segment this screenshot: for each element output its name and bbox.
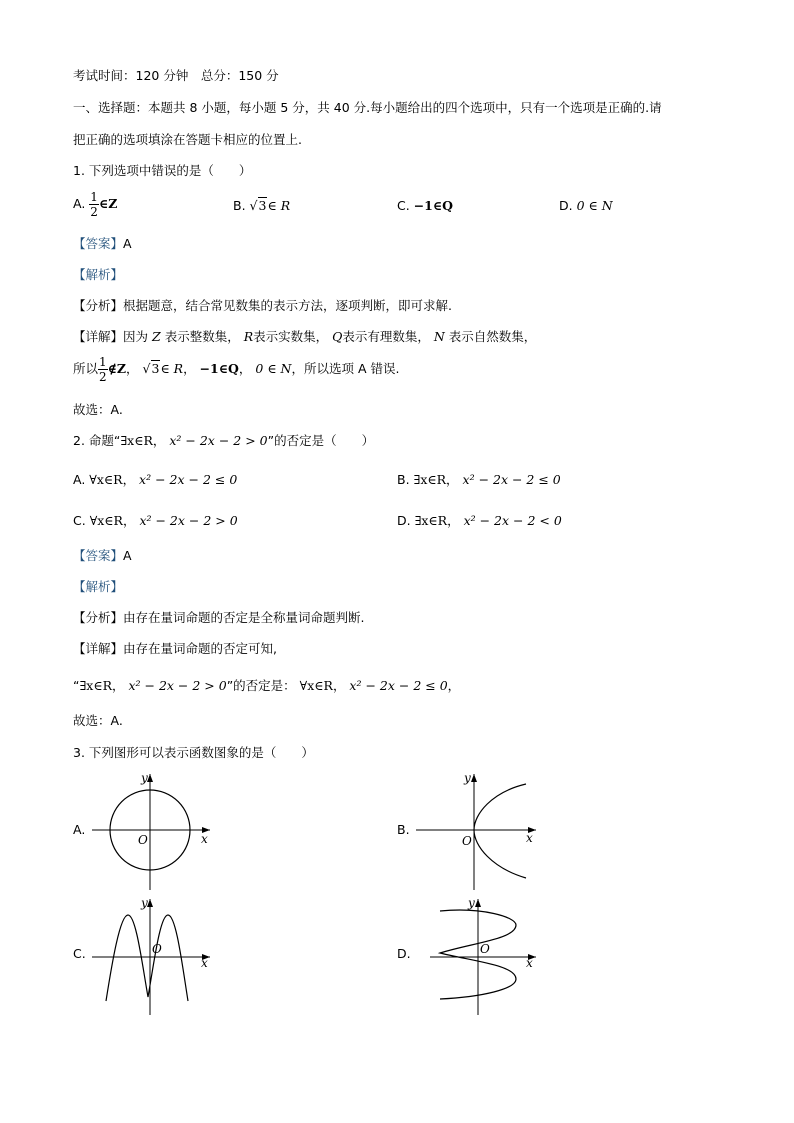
q2-answer-value: A (123, 548, 132, 563)
q1-fenxi (73, 296, 452, 314)
q1-n-sym: N (433, 329, 445, 344)
q3-d-axis-x: x (526, 956, 533, 970)
q2-stem-post: ”的否定是（ ） (267, 433, 375, 448)
q1-option-a (73, 190, 117, 219)
q1-conclusion-pre: 所以 (73, 361, 99, 376)
q3-graph-c (88, 893, 218, 1021)
q1-z-text: 表示整数集， (164, 329, 240, 344)
q2-xiangjie-text: 由存在量词命题的否定可知, (123, 641, 277, 656)
q2-line-forall: ∀x∈R (299, 678, 333, 693)
q1-option-d-text: 0 ∈ N (576, 198, 613, 213)
q1-fenxi-tag: 【分析】 (73, 298, 124, 313)
q1-z-sym: Z (152, 329, 161, 344)
q3-c-axis-y: y (141, 896, 148, 910)
q3-b-axis-x: x (526, 831, 533, 845)
q2-option-d: D. ∃x∈R， x² − 2x − 2 < 0 (397, 513, 562, 528)
q2-option-a-label: A. (73, 472, 86, 487)
q1-xiangjie-pre: 因为 (123, 329, 149, 344)
q1-q-sym: Q (332, 329, 343, 344)
q1-option-c-label: C. (397, 198, 410, 213)
q2-xiangjie (73, 639, 277, 657)
q1-conclusion-notin: ∉Z (107, 361, 127, 376)
q1-stem: 1. 下列选项中错误的是（ ） (73, 163, 252, 178)
q1-q-text: 表示有理数集， (342, 329, 430, 344)
q1-option-b (233, 198, 290, 213)
q3-option-b-label: B. (397, 822, 410, 837)
q3-a-origin: O (138, 833, 148, 847)
section-intro-line1: 一、选择题：本题共 8 小题，每小题 5 分，共 40 分.每小题给出的四个选项中，只有一个选项是正确的.请 (73, 100, 662, 115)
q1-xiangjie (73, 327, 536, 345)
q1-option-b-sqrt: √3 (249, 198, 267, 213)
q2-fenxi-text: 由存在量词命题的否定是全称量词命题判断. (123, 610, 365, 625)
q2-xiangjie-tag: 【详解】 (73, 641, 124, 656)
q2-stem: 2. 命题“∃x∈R， x² − 2x − 2 > 0”的否定是（ ） (73, 433, 375, 448)
q2-option-a-ineq: x² − 2x − 2 ≤ 0 (139, 472, 238, 487)
q1-option-c (397, 198, 453, 213)
q1-n-text: 表示自然数集， (448, 329, 537, 344)
q1-analysis-tag: 【解析】 (73, 267, 124, 282)
q2-fenxi (73, 608, 365, 626)
q2-stem-pre: 2. 命题“ (73, 433, 121, 448)
q3-d-axis-y: y (468, 896, 475, 910)
q2-answer (73, 546, 132, 564)
q1-fenxi-text: 根据题意，结合常见数集的表示方法，逐项判断，即可求解. (123, 298, 452, 313)
q3-graph-b (412, 768, 542, 896)
q1-conclusion-sqrt: √3 (142, 361, 160, 376)
q1-option-a-set: ∈Z (98, 196, 118, 211)
q1-conclusion-in-r: ∈ R (160, 361, 184, 376)
q3-b-axis-y: y (464, 771, 471, 785)
q1-choose: 故选：A. (73, 402, 123, 417)
q2-option-c-ineq: x² − 2x − 2 > 0 (139, 513, 238, 528)
q2-analysis-tag: 【解析】 (73, 579, 124, 594)
q2-option-d-ineq: x² − 2x − 2 < 0 (463, 513, 562, 528)
q2-option-d-label: D. (397, 513, 411, 528)
q2-analysis (73, 577, 123, 595)
q2-stem-ineq: x² − 2x − 2 > 0 (169, 433, 268, 448)
q3-c-origin: O (152, 942, 162, 956)
q3-graph-a (88, 768, 218, 896)
q3-a-axis-x: x (201, 832, 208, 846)
q3-c-axis-x: x (201, 956, 208, 970)
q2-answer-tag: 【答案】 (73, 548, 124, 563)
q2-option-b-ineq: x² − 2x − 2 ≤ 0 (462, 472, 561, 487)
q2-line-ineq: x² − 2x − 2 > 0 (128, 678, 227, 693)
q3-option-d-label: D. (397, 946, 411, 961)
q2-option-c-quant: ∀x∈R (89, 513, 123, 528)
q1-option-a-label: A. (73, 196, 86, 211)
q1-option-a-fraction: $\frac{1}{2}$ (90, 190, 98, 219)
q1-conclusion-fraction: $\frac{1}{2}$ (99, 355, 107, 384)
q2-option-a: A. ∀x∈R， x² − 2x − 2 ≤ 0 (73, 472, 238, 487)
section-intro-line2: 把正确的选项填涂在答题卡相应的位置上. (73, 132, 302, 147)
q1-option-d (559, 198, 613, 213)
q1-r-sym: R (243, 329, 254, 344)
q2-line-mid: ”的否定是： (226, 678, 296, 693)
q1-conclusion-n: 0 ∈ N (255, 361, 292, 376)
q1-analysis (73, 265, 123, 283)
q3-a-axis-y: y (141, 771, 148, 785)
q1-conclusion-q: −1∈Q (199, 361, 239, 376)
q2-option-a-quant: ∀x∈R (89, 472, 123, 487)
q2-negation-line: “∃x∈R， x² − 2x − 2 > 0”的否定是： ∀x∈R， x² − 2x − 2 ≤ 0， (73, 678, 461, 693)
q1-xiangjie-tag: 【详解】 (73, 329, 124, 344)
q1-option-d-label: D. (559, 198, 573, 213)
q2-fenxi-tag: 【分析】 (73, 610, 124, 625)
exam-info: 考试时间：120 分钟 总分：150 分 (73, 68, 279, 83)
q1-conclusion-post: ，所以选项 A 错误. (291, 361, 400, 376)
q1-conclusion: 所以 $\frac{1}{2}$ ∉Z， √3∈ R， −1∈Q， 0 ∈ N，所以选项 A 错误. (73, 355, 400, 384)
q3-stem: 3. 下列图形可以表示函数图象的是（ ） (73, 745, 314, 760)
q3-option-a-label: A. (73, 822, 86, 837)
q2-quote-open: “ (73, 678, 80, 693)
q2-line-quant: ∃x∈R (79, 678, 112, 693)
q2-option-c-label: C. (73, 513, 86, 528)
q2-line-ineq2: x² − 2x − 2 ≤ 0 (349, 678, 448, 693)
q1-answer-value: A (123, 236, 132, 251)
q1-option-b-label: B. (233, 198, 246, 213)
q2-option-b-label: B. (397, 472, 410, 487)
q1-answer-tag: 【答案】 (73, 236, 124, 251)
q2-line-end: ， (447, 678, 461, 693)
q2-option-b-quant: ∃x∈R (413, 472, 447, 487)
q1-r-text: 表示实数集， (253, 329, 329, 344)
q2-choose: 故选：A. (73, 713, 123, 728)
q1-option-c-text: −1∈Q (413, 198, 454, 213)
q3-d-origin: O (480, 942, 490, 956)
q1-option-b-set: ∈ R (267, 198, 291, 213)
q2-option-c: C. ∀x∈R， x² − 2x − 2 > 0 (73, 513, 238, 528)
q3-b-origin: O (462, 834, 472, 848)
q3-graph-d (412, 893, 542, 1021)
q3-option-c-label: C. (73, 946, 86, 961)
q2-stem-quant: ∃x∈R (120, 433, 153, 448)
q2-option-d-quant: ∃x∈R (414, 513, 448, 528)
q2-option-b: B. ∃x∈R， x² − 2x − 2 ≤ 0 (397, 472, 561, 487)
q1-answer (73, 234, 132, 252)
